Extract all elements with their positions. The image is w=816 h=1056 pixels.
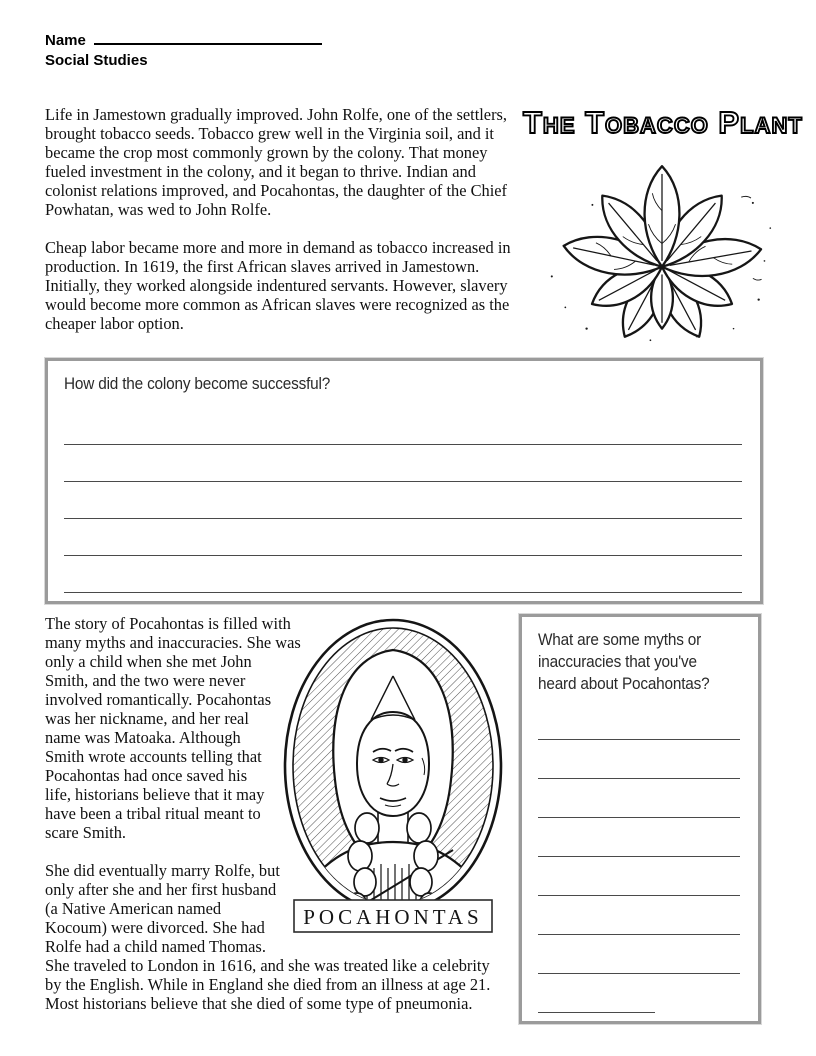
intro-paragraph-2: Cheap labor became more and more in demand as tobacco increased in production. In 1619, the first African slaves arrived in Jamestown. Initially, they worked alongside indentured servants. However, slavery would become more common as African slaves were recognized as the cheaper labor option. [45, 238, 511, 333]
question1-prompt: How did the colony become successful? [64, 375, 331, 393]
subject-label: Social Studies [45, 52, 148, 69]
pocahontas-story [45, 614, 505, 1032]
question2-prompt: What are some myths or inaccuracies that you've heard about Pocahontas? [538, 631, 710, 693]
pocahontas-portrait-illustration [281, 614, 505, 936]
tobacco-plant-illustration [531, 143, 793, 346]
question1-answer-lines [64, 408, 742, 593]
pocahontas-paragraph-2: She did eventually marry Rolfe, but only after she and her first husband (a Native American named Kocoum) were divorced. She had Rolfe had a child named Thomas. She traveled to London in 1616, and she was treated like a celebrity by the English. While in England she died from an illness at age 21. Most historians believe that she died of some type of pneumonia. [45, 861, 491, 1013]
answer-line [64, 408, 742, 445]
portrait-label [294, 900, 492, 932]
answer-line [538, 857, 740, 896]
answer-line [538, 779, 740, 818]
question2-answer-lines [538, 701, 740, 1013]
article-title: The Tobacco Plant [523, 105, 803, 140]
name-label: Name [45, 32, 86, 49]
worksheet-header [45, 30, 816, 71]
answer-line [538, 935, 740, 974]
plant-leaves [560, 166, 764, 343]
pocahontas-portrait [281, 614, 505, 936]
intro-paragraph-1: Life in Jamestown gradually improved. John Rolfe, one of the settlers, brought tobacco seeds. Tobacco grew well in the Virginia soil, and it became the crop most commonly grown by the colony. That money fueled investment in the colony, and it began to thrive. Indian and colonist relations improved, and Pocahontas, the daughter of the Chief Powhatan, was wed to John Rolfe. [45, 105, 508, 219]
answer-line [64, 482, 742, 519]
answer-line [64, 519, 742, 556]
question-box-myths [519, 614, 761, 1024]
answer-line [538, 896, 740, 935]
name-blank-line [94, 30, 322, 45]
portrait-label-text: POCAHONTAS [303, 905, 483, 929]
intro-section [45, 105, 801, 352]
answer-line [538, 740, 740, 779]
answer-line [538, 701, 740, 740]
answer-line [64, 556, 742, 593]
pocahontas-paragraph-1: The story of Pocahontas is filled with many myths and inaccuracies. She was only a child when she met John Smith, and the two were never involved romantically. Pocahontas was her nickname, and her real name was Matoaka. Although Smith wrote accounts telling that Pocahontas had once saved his life, historians believe that it may have been a tribal ritual meant to scare Smith. [45, 614, 301, 842]
answer-line [538, 974, 655, 1013]
answer-line [538, 818, 740, 857]
question-box-colony [45, 358, 763, 604]
answer-line [64, 445, 742, 482]
intro-text [45, 105, 517, 352]
pocahontas-section [45, 614, 761, 1032]
tobacco-column [523, 105, 801, 352]
